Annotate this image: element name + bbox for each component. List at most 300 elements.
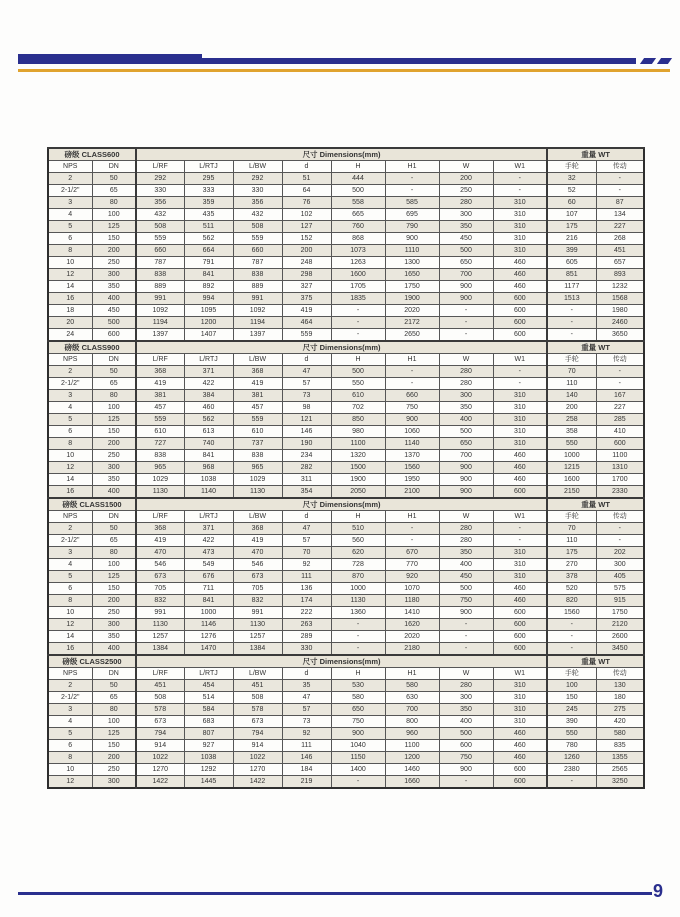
table-cell: 250 [92,450,136,462]
table-cell: 900 [439,486,493,499]
column-header: W1 [493,354,547,366]
table-cell: 1397 [233,329,282,342]
column-header: H1 [385,511,439,523]
table-row [48,450,644,462]
table-cell: 1000 [331,583,385,595]
table-cell: 405 [596,571,644,583]
section-header-row [48,655,644,668]
table-cell: - [331,643,385,656]
table-cell: 578 [136,704,184,716]
table-cell: 12 [48,269,92,281]
table-cell: 1500 [331,462,385,474]
table-cell: 683 [184,716,233,728]
table-row [48,535,644,547]
column-header: W [439,511,493,523]
table-cell: 605 [547,257,596,269]
table-cell: - [547,317,596,329]
table-cell: 915 [596,595,644,607]
table-cell: 1257 [136,631,184,643]
table-cell: 200 [282,245,331,257]
table-cell: 227 [596,221,644,233]
table-cell: 107 [547,209,596,221]
table-cell: 900 [439,474,493,486]
table-cell: 790 [385,221,439,233]
table-cell: 134 [596,209,644,221]
table-cell: 1029 [136,474,184,486]
table-cell: 419 [282,305,331,317]
table-cell: 6 [48,583,92,595]
table-cell: 460 [493,583,547,595]
dimensions-group-label: 尺寸 Dimensions(mm) [136,148,547,161]
table-cell: 378 [547,571,596,583]
table-cell: 1029 [233,474,282,486]
table-cell: 610 [136,426,184,438]
table-cell: 60 [547,197,596,209]
table-cell: 20 [48,317,92,329]
table-cell: 585 [385,197,439,209]
column-header-row [48,668,644,680]
table-row [48,704,644,716]
column-header: H [331,668,385,680]
table-cell: 991 [136,293,184,305]
table-cell: 2 [48,680,92,692]
table-cell: 1600 [547,474,596,486]
table-cell: 980 [331,426,385,438]
table-cell: 451 [233,680,282,692]
table-cell: 500 [331,366,385,378]
table-cell: 310 [493,426,547,438]
column-header: L/BW [233,511,282,523]
table-cell: 575 [596,583,644,595]
table-cell: 1232 [596,281,644,293]
table-cell: 350 [439,402,493,414]
table-cell: 6 [48,740,92,752]
table-cell: 549 [184,559,233,571]
column-header: d [282,511,331,523]
table-cell: 359 [184,197,233,209]
table-cell: 200 [92,752,136,764]
table-cell: 2460 [596,317,644,329]
table-cell: - [596,173,644,185]
column-header: L/BW [233,668,282,680]
table-cell: 1200 [184,317,233,329]
column-header: d [282,161,331,173]
table-cell: 65 [92,378,136,390]
table-cell: 991 [233,607,282,619]
table-cell: 851 [547,269,596,281]
table-cell: 1130 [136,486,184,499]
table-cell: 310 [493,680,547,692]
table-row [48,752,644,764]
table-cell: 794 [233,728,282,740]
table-cell: 1950 [385,474,439,486]
table-cell: 1700 [596,474,644,486]
table-cell: 600 [439,740,493,752]
table-cell: 310 [493,692,547,704]
table-cell: 350 [92,281,136,293]
column-header: H [331,511,385,523]
class-label: 磅级 CLASS600 [48,148,136,161]
column-header: L/RF [136,161,184,173]
table-row [48,378,644,390]
table-cell: 65 [92,185,136,197]
table-cell: 1100 [331,438,385,450]
page-number: 9 [653,881,664,901]
table-cell: 35 [282,680,331,692]
table-cell: 841 [184,595,233,607]
table-cell: 546 [136,559,184,571]
table-cell: 80 [92,547,136,559]
table-cell: 500 [331,185,385,197]
table-cell: 282 [282,462,331,474]
table-cell: 227 [596,402,644,414]
table-cell: - [547,329,596,342]
spec-table [47,147,645,789]
table-cell: 650 [439,438,493,450]
table-cell: 1750 [385,281,439,293]
table-cell: - [439,631,493,643]
table-cell: 200 [547,402,596,414]
table-cell: 900 [439,293,493,305]
column-header: d [282,668,331,680]
table-cell: 51 [282,173,331,185]
table-cell: 889 [136,281,184,293]
column-header: DN [92,511,136,523]
table-cell: 460 [184,402,233,414]
table-cell: 460 [493,281,547,293]
table-cell: 1900 [331,474,385,486]
table-cell: 8 [48,438,92,450]
table-cell: 184 [282,764,331,776]
table-cell: - [331,619,385,631]
column-header: 传动 [596,511,644,523]
weight-group-label: 重量 WT [547,498,644,511]
table-cell: 900 [385,414,439,426]
table-cell: 500 [439,583,493,595]
weight-group-label: 重量 WT [547,148,644,161]
table-cell: 460 [493,728,547,740]
table-cell: 333 [184,185,233,197]
table-cell: 300 [596,559,644,571]
table-cell: 1038 [184,474,233,486]
table-cell: 24 [48,329,92,342]
table-row [48,486,644,499]
table-cell: 190 [282,438,331,450]
table-cell: 1060 [385,426,439,438]
table-row [48,583,644,595]
table-cell: 8 [48,245,92,257]
column-header: NPS [48,668,92,680]
table-cell: 200 [92,245,136,257]
table-cell: 1407 [184,329,233,342]
table-cell: 450 [92,305,136,317]
table-cell: 600 [493,317,547,329]
table-cell: 57 [282,378,331,390]
table-cell: 356 [233,197,282,209]
table-cell: 146 [282,752,331,764]
table-cell: 559 [233,233,282,245]
table-cell: 310 [493,221,547,233]
table-cell: 838 [233,450,282,462]
table-cell: 3250 [596,776,644,789]
table-cell: 900 [439,281,493,293]
table-cell: 1705 [331,281,385,293]
table-cell: 47 [282,523,331,535]
table-cell: 47 [282,366,331,378]
table-cell: 4 [48,559,92,571]
table-cell: 110 [547,378,596,390]
table-cell: 5 [48,571,92,583]
table-cell: 70 [282,547,331,559]
table-cell: - [385,173,439,185]
table-cell: 2 [48,366,92,378]
table-cell: - [596,535,644,547]
table-cell: 968 [184,462,233,474]
table-cell: 6 [48,233,92,245]
table-row [48,716,644,728]
table-cell: 727 [136,438,184,450]
table-cell: 311 [282,474,331,486]
table-cell: 258 [547,414,596,426]
table-cell: 1194 [136,317,184,329]
table-row [48,245,644,257]
table-cell: 514 [184,692,233,704]
table-cell: 559 [136,414,184,426]
table-cell: 600 [493,631,547,643]
section-header-row [48,498,644,511]
table-cell: 16 [48,486,92,499]
table-cell: 410 [596,426,644,438]
table-cell: 750 [385,402,439,414]
table-cell: 2565 [596,764,644,776]
table-cell: 12 [48,619,92,631]
table-cell: 310 [493,402,547,414]
table-cell: 1292 [184,764,233,776]
table-cell: 422 [184,378,233,390]
table-cell: 994 [184,293,233,305]
table-row [48,281,644,293]
table-cell: 630 [385,692,439,704]
table-cell: 530 [331,680,385,692]
table-cell: 310 [493,559,547,571]
table-cell: - [439,619,493,631]
table-cell: 2172 [385,317,439,329]
table-cell: 1355 [596,752,644,764]
table-cell: 2380 [547,764,596,776]
table-cell: 1260 [547,752,596,764]
dimensions-group-label: 尺寸 Dimensions(mm) [136,341,547,354]
column-header: DN [92,668,136,680]
table-cell: 368 [136,523,184,535]
table-row [48,462,644,474]
table-cell: 1257 [233,631,282,643]
column-header-row [48,161,644,173]
table-cell: 920 [385,571,439,583]
table-cell: 121 [282,414,331,426]
table-cell: 175 [547,221,596,233]
table-cell: 3 [48,704,92,716]
table-cell: 250 [439,185,493,197]
class-label: 磅级 CLASS900 [48,341,136,354]
column-header: L/BW [233,354,282,366]
table-cell: 1095 [184,305,233,317]
column-header: DN [92,354,136,366]
table-cell: 310 [493,716,547,728]
table-cell: 560 [331,535,385,547]
table-cell: - [493,173,547,185]
table-cell: 300 [92,462,136,474]
table-cell: 92 [282,559,331,571]
table-cell: 280 [439,680,493,692]
table-cell: 300 [439,390,493,402]
table-cell: 1140 [184,486,233,499]
table-cell: 1568 [596,293,644,305]
table-cell: 102 [282,209,331,221]
table-cell: - [547,305,596,317]
table-cell: 673 [233,571,282,583]
table-cell: - [385,185,439,197]
table-cell: 1270 [233,764,282,776]
table-cell: 6 [48,426,92,438]
table-cell: - [331,631,385,643]
column-header: L/RF [136,354,184,366]
table-cell: 838 [136,450,184,462]
table-cell: 2180 [385,643,439,656]
table-cell: 1100 [385,740,439,752]
table-cell: 550 [547,438,596,450]
table-cell: 175 [547,547,596,559]
table-cell: 400 [92,293,136,305]
table-cell: 705 [233,583,282,595]
table-cell: 559 [136,233,184,245]
table-row [48,209,644,221]
column-header: H1 [385,161,439,173]
table-cell: 927 [184,740,233,752]
table-cell: 750 [439,752,493,764]
table-cell: 125 [92,221,136,233]
table-cell: 300 [439,692,493,704]
table-cell: 65 [92,535,136,547]
table-cell: 2100 [385,486,439,499]
table-cell: 584 [184,704,233,716]
table-cell: 65 [92,692,136,704]
table-cell: 841 [184,269,233,281]
table-cell: 1650 [385,269,439,281]
table-cell: 1470 [184,643,233,656]
table-cell: 750 [331,716,385,728]
table-cell: - [439,317,493,329]
table-cell: 2020 [385,631,439,643]
table-cell: 2-1/2" [48,185,92,197]
table-cell: 87 [596,197,644,209]
table-cell: 695 [385,209,439,221]
table-cell: 4 [48,209,92,221]
table-cell: 600 [493,764,547,776]
table-cell: - [439,329,493,342]
table-cell: - [493,523,547,535]
table-cell: 2600 [596,631,644,643]
table-cell: 150 [92,740,136,752]
table-cell: 381 [233,390,282,402]
column-header: L/RTJ [184,354,233,366]
table-cell: 4 [48,402,92,414]
column-header: W [439,161,493,173]
table-cell: 100 [92,716,136,728]
footer-line [18,892,652,895]
table-cell: 1560 [385,462,439,474]
table-cell: 47 [282,692,331,704]
table-cell: 900 [439,607,493,619]
table-cell: 280 [439,535,493,547]
table-cell: 350 [92,474,136,486]
table-cell: 1660 [385,776,439,789]
column-header: DN [92,161,136,173]
table-cell: 216 [547,233,596,245]
column-header-row [48,511,644,523]
table-cell: 500 [92,317,136,329]
table-cell: 420 [596,716,644,728]
table-cell: 435 [184,209,233,221]
table-cell: 2 [48,173,92,185]
table-cell: 310 [493,414,547,426]
column-header: L/RTJ [184,668,233,680]
column-header: L/RF [136,511,184,523]
table-cell: - [547,619,596,631]
table-cell: 1560 [547,607,596,619]
table-row [48,680,644,692]
column-header: W1 [493,511,547,523]
table-cell: 310 [493,438,547,450]
table-cell: 1073 [331,245,385,257]
table-cell: 705 [136,583,184,595]
table-cell: 791 [184,257,233,269]
table-cell: 1513 [547,293,596,305]
table-cell: 728 [331,559,385,571]
column-header: d [282,354,331,366]
table-cell: 800 [385,716,439,728]
table-cell: - [439,776,493,789]
table-cell: 330 [233,185,282,197]
table-cell: 3650 [596,329,644,342]
table-cell: 202 [596,547,644,559]
table-cell: 100 [92,559,136,571]
table-cell: 578 [233,704,282,716]
table-cell: 1100 [596,450,644,462]
table-cell: 1422 [136,776,184,789]
table-cell: 2120 [596,619,644,631]
table-cell: 350 [439,547,493,559]
table-cell: 780 [547,740,596,752]
table-cell: 234 [282,450,331,462]
table-cell: 400 [92,643,136,656]
table-cell: 12 [48,776,92,789]
table-cell: 838 [136,269,184,281]
table-cell: 92 [282,728,331,740]
table-cell: 80 [92,197,136,209]
table-cell: 310 [493,197,547,209]
table-cell: 660 [385,390,439,402]
table-cell: 1270 [136,764,184,776]
table-cell: 98 [282,402,331,414]
table-cell: 200 [439,173,493,185]
table-cell: 1130 [233,619,282,631]
table-cell: 174 [282,595,331,607]
table-cell: 760 [331,221,385,233]
table-cell: 750 [439,595,493,607]
table-cell: 52 [547,185,596,197]
table-cell: 375 [282,293,331,305]
table-row [48,414,644,426]
